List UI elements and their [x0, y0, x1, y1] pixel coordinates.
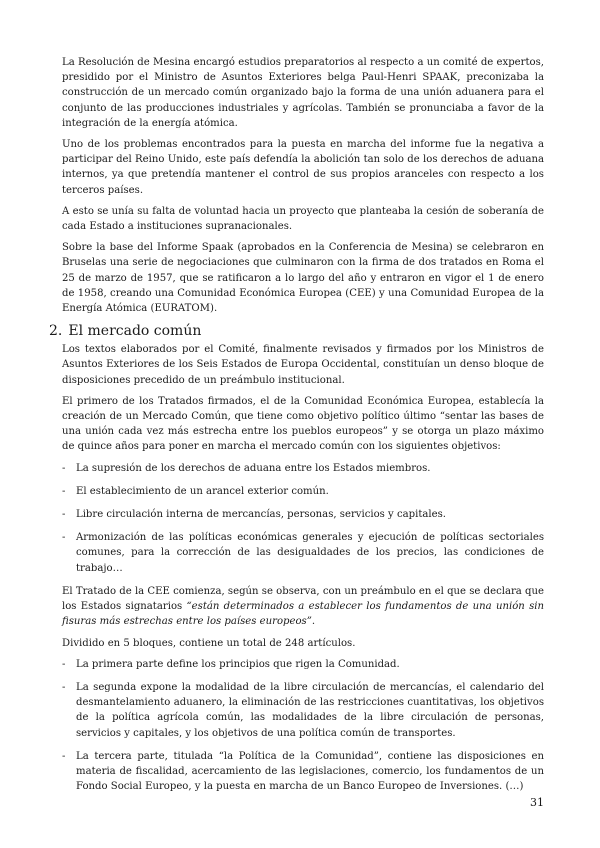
bullet-dash: - [62, 532, 66, 544]
bullet-dash: - [62, 750, 66, 762]
paragraph-textos-comite: Los textos elaborados por el Comité, finalmente revisados y firmados por los Ministros de Asuntos Exteriores de los Seis Estados de Europa Occidental, constituían un denso bloque de disposiciones precedido de un preámbulo institucional. [62, 344, 544, 386]
section-number: 2. [49, 323, 63, 340]
paragraph-reino-unido: Uno de los problemas encontrados para la puesta en marcha del informe fue la negativa a participar del Reino Unido, este país defendía la abolición tan solo de los derechos de aduana internos, ya que pretendía mantener el control de sus propios aranceles con respecto a los terceros países. [62, 139, 544, 196]
list-item: - La supresión de los derechos de aduana entre los Estados miembros. [62, 461, 544, 476]
list-item: - La primera parte define los principios que rigen la Comunidad. [62, 657, 544, 672]
paragraph-informe-spaak: Sobre la base del Informe Spaak (aprobados en la Conferencia de Mesina) se celebraron en Bruselas una serie de negociaciones que culminaron con la firma de dos tratados en Roma el 25 de marzo de 1957, que se ratificaron a lo largo del año y entraron en vigor el 1 de enero de 1958, creando una Comunidad Económica Europea (CEE) y una Comunidad Europea de la Energía Atómica (EURATOM). [62, 242, 544, 315]
preamble-quote: “están determinados a establecer los fundamentos de una unión sin fisuras más estrechas entre los países europeos” [62, 601, 544, 628]
paragraph-bloques: Dividido en 5 bloques, contiene un total de 248 artículos. [62, 637, 356, 649]
parts-list [62, 657, 544, 795]
page-content [49, 55, 544, 802]
list-item: - Armonización de las políticas económicas generales y ejecución de políticas sectoriales comunes, para la corrección de las desigualdades de los precios, las condiciones de trabajo… [62, 532, 544, 574]
page-number: 31 [530, 796, 544, 809]
section-heading [49, 323, 544, 340]
list-item: - Libre circulación interna de mercancías, personas, servicios y capitales. [62, 507, 544, 522]
bullet-dash: - [62, 681, 66, 693]
list-item: - La tercera parte, titulada “la Política de la Comunidad”, contiene las disposiciones en materia de fiscalidad, acercamiento de las legislaciones, comercio, los fundamentos de un Fondo Social Europeo, y la puesta en marcha de un Banco Europeo de Inversiones. (…) [62, 750, 544, 793]
bullet-dash: - [62, 658, 66, 670]
paragraph-mesina: La Resolución de Mesina encargó estudios preparatorios al respecto a un comité de expertos, presidido por el Ministro de Asuntos Exteriores belga Paul-Henri SPAAK, preconizaba la construcción de un mercado común organizado bajo la forma de una unión aduanera para el conjunto de las producciones industriales y agrícolas. También se pronunciaba a favor de la integración de la energía atómica. [62, 57, 544, 129]
objectives-list [62, 461, 544, 576]
paragraph-tratado-cee: El primero de los Tratados firmados, el de la Comunidad Económica Europea, establecía la creación de un Mercado Común, que tiene como objetivo político último “sentar las bases de una unión cada vez más estrecha entre los pueblos europeos” y se otorga un plazo máximo de quince años para poner en marcha el mercado común con los siguientes objetivos: [62, 395, 544, 453]
bullet-dash: - [62, 509, 66, 521]
list-item: - La segunda expone la modalidad de la libre circulación de mercancías, el calendario del desmantelamiento aduanero, la eliminación de las restricciones cuantitativas, los objetivos de la política agrícola común, las modalidades de la libre circulación de personas, servicios y capitales, y los objetivos de una política común de transportes. [62, 681, 544, 739]
paragraph-soberania: A esto se unía su falta de voluntad hacia un proyecto que planteaba la cesión de soberanía de cada Estado a instituciones supranacionales. [62, 205, 544, 233]
paragraph-preambulo: El Tratado de la CEE comienza, según se observa, con un preámbulo en el que se declara que los Estados signatarios “están determinados a establecer los fundamentos de una unión sin fisuras más estrechas entre los países europeos”. [62, 585, 544, 628]
list-item: - El establecimiento de un arancel exterior común. [62, 484, 544, 499]
section-title: El mercado común [68, 323, 202, 340]
bullet-dash: - [62, 485, 66, 497]
bullet-dash: - [62, 462, 66, 474]
